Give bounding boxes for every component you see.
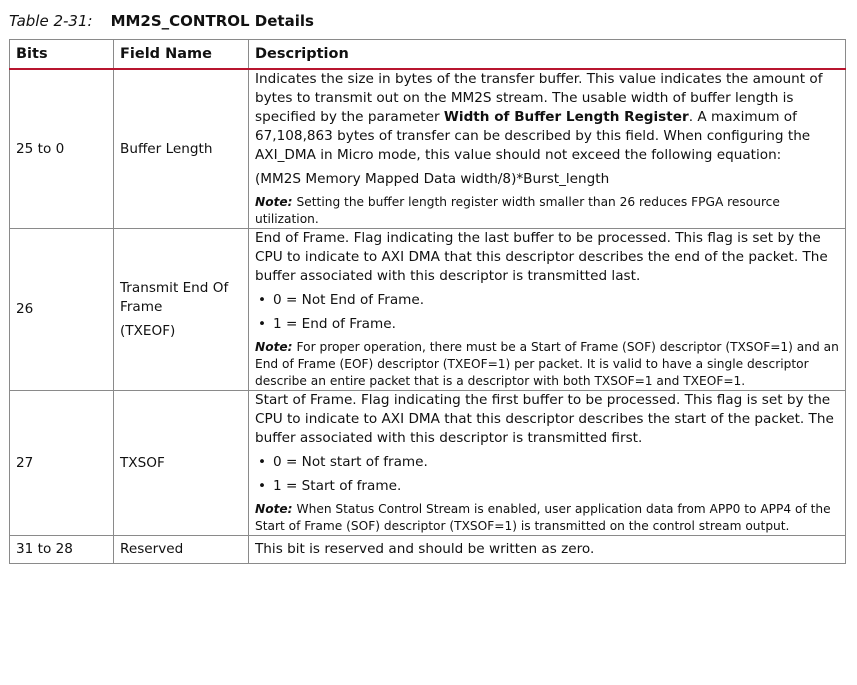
- description-text-part: Indicates the size in bytes of the transfer buffer. This value indicates the amount of bytes to transmit out on the MM2S stream. The usable width of buffer length is specified by the parameter: [255, 71, 823, 125]
- cell-description: [249, 391, 846, 536]
- cell-description: [249, 229, 846, 391]
- bullet-icon: •: [258, 454, 267, 470]
- cell-bits: 31 to 28: [10, 536, 114, 564]
- table-row: [10, 391, 846, 536]
- cell-bits: 26: [10, 229, 114, 391]
- table-caption: [9, 11, 314, 31]
- parameter-name: Width of Buffer Length Register: [443, 109, 689, 125]
- register-details-table: [9, 39, 846, 564]
- description-text: [255, 70, 839, 165]
- note-body: For proper operation, there must be a Start of Frame (SOF) descriptor (TXSOF=1) and an End of Frame (EOF) descriptor (TXEOF=1) per packet. It is valid to have a single descriptor describe an entire packet that is a descriptor with both TXSOF=1 and TXEOF=1.: [255, 340, 839, 388]
- note-body: Setting the buffer length register width smaller than 26 reduces FPGA resource utilization.: [255, 195, 780, 226]
- description-text-part: . A maximum of 67,108,863 bytes of transfer can be described by this field. When configuring the AXI_DMA in Micro mode, this value should not exceed the following equation:: [255, 109, 811, 163]
- list-item: • 1 = Start of frame.: [258, 478, 402, 494]
- cell-description: [249, 69, 846, 229]
- bullet-icon: •: [258, 292, 267, 308]
- table-header-row: [10, 40, 846, 70]
- list-item: • 1 = End of Frame.: [258, 316, 396, 332]
- cell-bits: 27: [10, 391, 114, 536]
- cell-description: [249, 536, 846, 564]
- cell-field-name: Buffer Length: [114, 69, 249, 229]
- table-row: [10, 69, 846, 229]
- note-label: Note:: [255, 502, 293, 516]
- description-text: Start of Frame. Flag indicating the first buffer to be processed. This flag is set by the CPU to indicate to AXI DMA that this descriptor describes the start of the packet. The buffer associated with this descriptor is transmitted first.: [255, 392, 834, 446]
- header-description: Description: [249, 40, 846, 70]
- bullet-icon: •: [258, 316, 267, 332]
- note-body: When Status Control Stream is enabled, user application data from APP0 to APP4 of the Start of Frame (SOF) descriptor (TXSOF=1) is transmitted on the control stream output.: [255, 502, 831, 533]
- header-bits: Bits: [10, 40, 114, 70]
- note-text: [255, 339, 839, 390]
- equation-text: (MM2S Memory Mapped Data width/8)*Burst_length: [255, 171, 610, 187]
- field-name-abbrev: (TXEOF): [120, 322, 176, 339]
- cell-field-name: TXSOF: [114, 391, 249, 536]
- cell-bits: 25 to 0: [10, 69, 114, 229]
- caption-title: MM2S_CONTROL Details: [110, 12, 314, 30]
- table-row: [10, 536, 846, 564]
- description-text: End of Frame. Flag indicating the last buffer to be processed. This flag is set by the CPU to indicate to AXI DMA that this descriptor describes the end of the packet. The buffer associated with this descriptor is transmitted last.: [255, 230, 828, 284]
- note-text: [255, 501, 839, 535]
- description-text: This bit is reserved and should be written as zero.: [255, 541, 595, 557]
- header-field-name: Field Name: [114, 40, 249, 70]
- note-label: Note:: [255, 340, 293, 354]
- table-row: [10, 229, 846, 391]
- field-name-line: Transmit End Of Frame: [120, 279, 229, 315]
- caption-label: Table 2-31:: [9, 12, 93, 30]
- cell-field-name: [114, 229, 249, 391]
- note-text: [255, 194, 839, 228]
- list-item: • 0 = Not End of Frame.: [258, 292, 425, 308]
- note-label: Note:: [255, 195, 293, 209]
- bullet-icon: •: [258, 478, 267, 494]
- list-item: • 0 = Not start of frame.: [258, 454, 428, 470]
- cell-field-name: Reserved: [114, 536, 249, 564]
